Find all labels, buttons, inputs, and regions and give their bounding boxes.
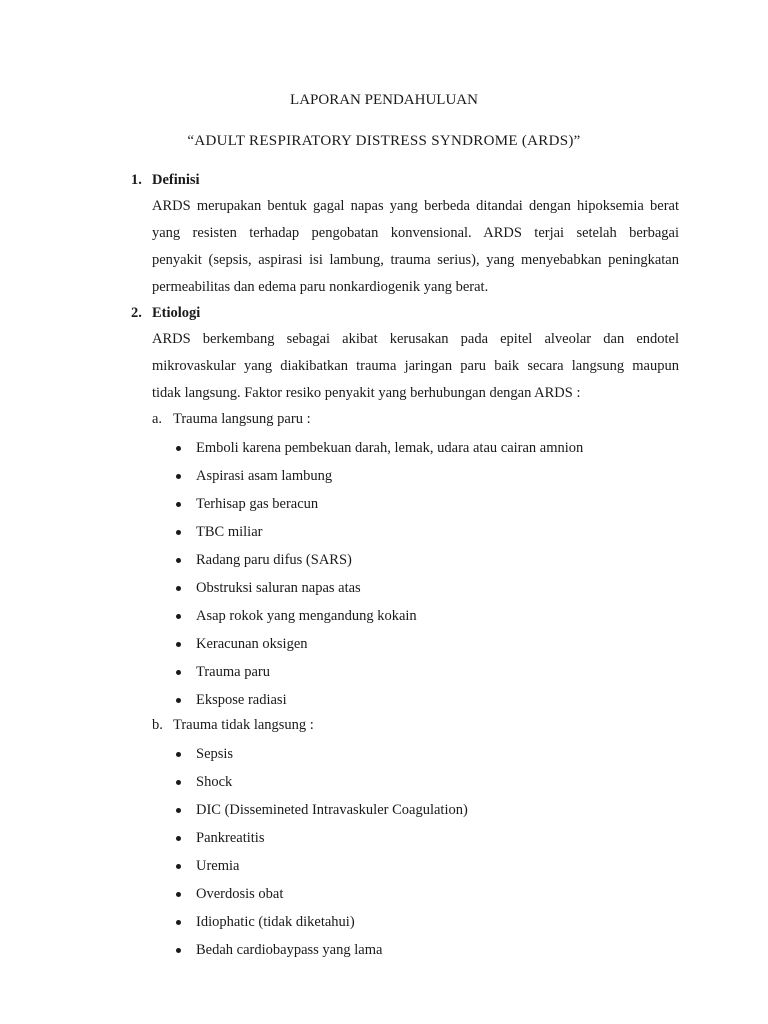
list-item: [176, 796, 468, 824]
bullet-icon: [176, 614, 181, 619]
paragraph-line: permeabilitas dan edema paru nonkardiogenik yang berat.: [152, 279, 489, 295]
list-item-text: Overdosis obat: [196, 886, 284, 902]
list-item-text: Aspirasi asam lambung: [196, 468, 333, 484]
paragraph-line: penyakit (sepsis, aspirasi isi lambung, trauma serius), yang menyebabkan peningkatan: [152, 252, 679, 268]
bullet-icon: [176, 642, 181, 647]
paragraph-line: mikrovaskular yang diakibatkan trauma jaringan paru baik secara langsung maupun: [152, 358, 679, 374]
etiologi-paragraph: [152, 326, 679, 407]
bullet-list-indirect-trauma: [176, 740, 468, 964]
list-item: [176, 574, 583, 602]
list-item-text: Terhisap gas beracun: [196, 496, 319, 512]
list-item: [176, 462, 583, 490]
list-item: [176, 518, 583, 546]
document-title: LAPORAN PENDAHULUAN: [290, 92, 478, 108]
bullet-icon: [176, 892, 181, 897]
bullet-icon: [176, 474, 181, 479]
section-heading-etiologi: [131, 305, 200, 322]
section-title: Etiologi: [152, 305, 201, 321]
bullet-icon: [176, 836, 181, 841]
list-item: [176, 908, 468, 936]
bullet-icon: [176, 446, 181, 451]
list-item-text: DIC (Dissemineted Intravaskuler Coagulation): [196, 802, 468, 818]
list-item: [176, 658, 583, 686]
subsection-letter: b.: [152, 717, 163, 733]
list-item-text: Asap rokok yang mengandung kokain: [196, 608, 417, 624]
section-heading-definisi: [131, 172, 200, 189]
bullet-list-direct-trauma: [176, 434, 583, 714]
list-item: [176, 936, 468, 964]
list-item-text: Sepsis: [196, 746, 234, 762]
paragraph-line: ARDS berkembang sebagai akibat kerusakan pada epitel alveolar dan endotel: [152, 331, 679, 347]
definisi-paragraph: [152, 193, 679, 301]
list-item-text: Idiophatic (tidak diketahui): [196, 914, 355, 930]
bullet-icon: [176, 502, 181, 507]
bullet-icon: [176, 808, 181, 813]
bullet-icon: [176, 586, 181, 591]
bullet-icon: [176, 864, 181, 869]
list-item: [176, 824, 468, 852]
list-item: [176, 434, 583, 462]
bullet-icon: [176, 670, 181, 675]
list-item: [176, 546, 583, 574]
list-item: [176, 602, 583, 630]
list-item-text: Bedah cardiobaypass yang lama: [196, 942, 383, 958]
bullet-icon: [176, 752, 181, 757]
list-item-text: TBC miliar: [196, 524, 263, 540]
list-item: [176, 630, 583, 658]
paragraph-line: ARDS merupakan bentuk gagal napas yang berbeda ditandai dengan hipoksemia berat: [152, 198, 679, 214]
list-item: [176, 490, 583, 518]
list-item-text: Trauma paru: [196, 664, 270, 680]
list-item-text: Obstruksi saluran napas atas: [196, 580, 361, 596]
bullet-icon: [176, 780, 181, 785]
subsection-heading-a: [152, 411, 311, 428]
subsection-heading-b: [152, 717, 314, 734]
list-item: [176, 686, 583, 714]
list-item-text: Ekspose radiasi: [196, 692, 287, 708]
list-item-text: Keracunan oksigen: [196, 636, 308, 652]
list-item: [176, 880, 468, 908]
bullet-icon: [176, 698, 181, 703]
list-item: [176, 768, 468, 796]
bullet-icon: [176, 530, 181, 535]
subsection-title: Trauma tidak langsung :: [173, 717, 314, 733]
list-item-text: Shock: [196, 774, 233, 790]
subsection-title: Trauma langsung paru :: [173, 411, 311, 427]
list-item-text: Pankreatitis: [196, 830, 265, 846]
bullet-icon: [176, 920, 181, 925]
list-item: [176, 852, 468, 880]
paragraph-line: tidak langsung. Faktor resiko penyakit yang berhubungan dengan ARDS :: [152, 385, 581, 401]
subsection-letter: a.: [152, 411, 163, 427]
bullet-icon: [176, 558, 181, 563]
paragraph-line: yang resisten terhadap pengobatan konvensional. ARDS terjai setelah berbagai: [152, 225, 679, 241]
list-item-text: Radang paru difus (SARS): [196, 552, 352, 568]
bullet-icon: [176, 948, 181, 953]
section-number: 2.: [131, 305, 142, 321]
list-item-text: Emboli karena pembekuan darah, lemak, udara atau cairan amnion: [196, 440, 584, 456]
section-number: 1.: [131, 172, 142, 188]
list-item: [176, 740, 468, 768]
document-subtitle: “ADULT RESPIRATORY DISTRESS SYNDROME (ARDS)”: [187, 133, 581, 149]
list-item-text: Uremia: [196, 858, 240, 874]
section-title: Definisi: [152, 172, 200, 188]
